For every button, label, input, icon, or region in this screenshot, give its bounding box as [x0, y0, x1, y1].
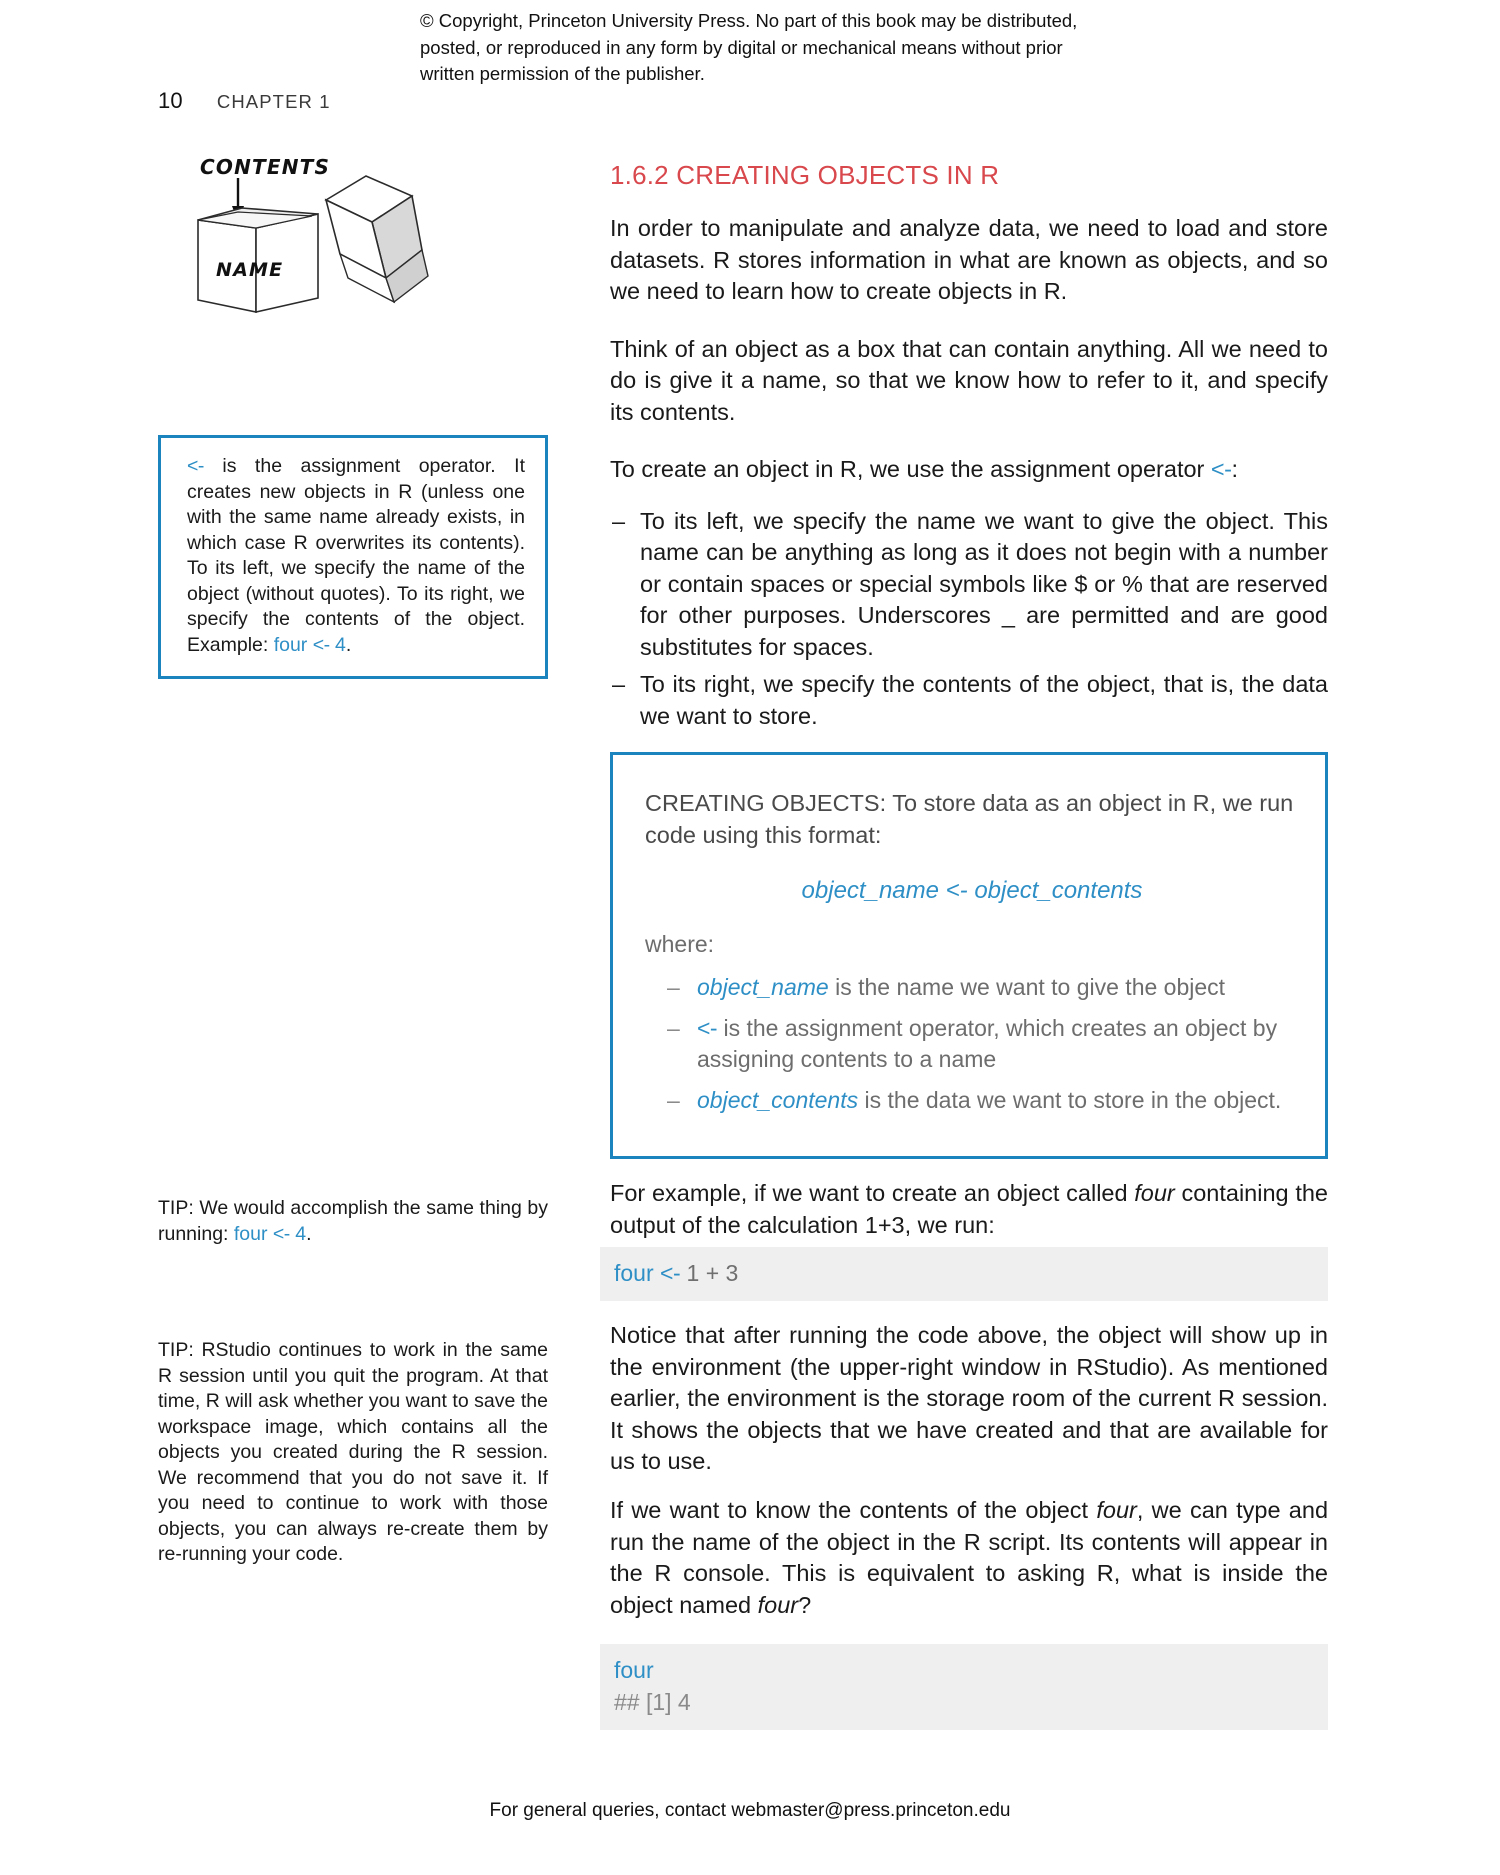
- code-operator: <-: [660, 1260, 681, 1286]
- tip-code-value: 4: [295, 1222, 307, 1245]
- callout-text-object-contents: is the data we want to store in the object.: [858, 1087, 1282, 1113]
- paragraph-if-we-want-wrap: [610, 1495, 1328, 1647]
- main-text-column: [610, 160, 1328, 758]
- page-number: 10: [158, 88, 183, 113]
- margin-note-period: .: [345, 633, 352, 656]
- code-block-print-four: [600, 1644, 1328, 1730]
- callout-code-object-contents: object_contents: [697, 1087, 859, 1113]
- margin-note-tip-same-thing: [158, 1196, 548, 1247]
- callout-where-label: where:: [645, 931, 715, 957]
- if-we-want-end: ?: [798, 1591, 812, 1618]
- callout-text-operator: is the assignment operator, which creates an object by assigning contents to a name: [697, 1015, 1278, 1072]
- callout-item-operator: [667, 1013, 1299, 1075]
- box-illustration: [190, 150, 490, 355]
- box-illustration-svg: [190, 150, 490, 355]
- tip-code-name: four: [233, 1222, 268, 1245]
- callout-text-object-name: is the name we want to give the object: [828, 974, 1226, 1000]
- code-block-assignment: [600, 1247, 1328, 1301]
- page-footer: For general queries, contact webmaster@press.princeton.edu: [489, 1800, 1011, 1821]
- code-expression: 1 + 3: [686, 1260, 739, 1286]
- paragraph-think-of: Think of an object as a box that can contain anything. All we need to do is give it a name, so that we know how to refer to it, and specify its contents.: [610, 335, 1328, 425]
- inline-code-value: 4: [335, 633, 346, 656]
- paragraph-to-create: [610, 454, 1328, 486]
- running-head: [158, 88, 331, 114]
- for-example-pre: For example, if we want to create an object called: [610, 1180, 1135, 1206]
- code-object-name: four: [614, 1260, 654, 1286]
- list-item-left-side: – To its left, we specify the name we want to give the object. This name can be anything as long as it does not begin with a number or contain spaces or special symbols like $ or % that are reserved for other purposes. Underscores _ are permitted and are good substitutes for spaces.: [610, 506, 1328, 664]
- callout-definition-list: [645, 972, 1299, 1116]
- paragraph-for-example: [610, 1178, 1328, 1241]
- margin-note-text: is the assignment operator. It creates new objects in R (unless one with the same name already exists, in which case R overwrites its contents). To its left, we specify the name of the object (without quotes). To its right, we specify the contents of the object. Example:: [187, 455, 525, 656]
- paragraph-notice-wrap: [610, 1320, 1328, 1504]
- callout-lead-text: CREATING OBJECTS: To store data as an object in R, we run code using this format:: [645, 790, 1294, 848]
- inline-code-name: four: [273, 633, 308, 656]
- figure-label-contents: CONTENTS: [200, 155, 331, 179]
- inline-operator-code: <-: [187, 455, 204, 477]
- margin-note-tip-rstudio: TIP: RStudio continues to work in the same R session until you quit the program. At that time, R will ask whether you want to save the workspace image, which contains all the objects you created during the R session. We recommend that you do not save it. If you need to continue to work with those objects, you can always re-create them by re-running your code.: [158, 1339, 548, 1565]
- paragraph-in-order: In order to manipulate and analyze data, we need to load and store datasets. R stores information in what are known as objects, and so we need to learn how to create objects in R.: [610, 215, 1328, 304]
- creating-objects-callout: [610, 752, 1328, 1159]
- code-console-output: ## [1] 4: [614, 1689, 691, 1715]
- callout-code-object-name: object_name: [697, 974, 829, 1000]
- if-we-want-object-name-1: four: [1096, 1497, 1137, 1523]
- if-we-want-pre: If we want to know the contents of the object: [610, 1497, 1097, 1523]
- callout-item-object-contents: [667, 1085, 1299, 1116]
- paragraph-inline-operator: <-: [1210, 456, 1232, 482]
- tip-text: TIP: We would accomplish the same thing by running:: [158, 1197, 548, 1245]
- for-example-object-name: four: [1134, 1180, 1175, 1206]
- tip-code-operator: <-: [272, 1222, 290, 1245]
- paragraph-to-create-post: :: [1231, 456, 1238, 482]
- margin-note-assignment-operator: [158, 435, 548, 679]
- callout-code-operator: <-: [697, 1015, 718, 1041]
- paragraph-if-we-want: [610, 1495, 1328, 1621]
- for-example-mid: containing the output of the calculation 1+3, we run:: [610, 1180, 1328, 1238]
- inline-code-operator: <-: [312, 633, 330, 656]
- paragraph-notice: Notice that after running the code above, the object will show up in the environment (the upper-right window in RStudio). As mentioned earlier, the environment is the storage room of the current R session. It shows the objects that we have created and that are available for us to use.: [610, 1322, 1328, 1474]
- list-item-right-side: – To its right, we specify the contents of the object, that is, the data we want to store.: [610, 669, 1328, 732]
- object-rules-list: [610, 506, 1328, 733]
- callout-item-object-name: [667, 972, 1299, 1003]
- callout-formula: object_name <- object_contents: [801, 877, 1143, 904]
- figure-label-name: NAME: [216, 259, 284, 281]
- code-print-object-name: four: [614, 1657, 654, 1683]
- chapter-label: CHAPTER 1: [216, 91, 331, 112]
- paragraph-to-create-pre: To create an object in R, we use the assignment operator: [610, 456, 1211, 482]
- copyright-notice: © Copyright, Princeton University Press. No part of this book may be distributed, posted, or reproduced in any form by digital or mechanical means without prior written permission of the publisher.: [420, 10, 1078, 84]
- if-we-want-mid: , we can type and run the name of the object in the R script. Its contents will appear in the R console. This is equivalent to asking R, what is inside the object named: [610, 1497, 1329, 1618]
- section-heading: 1.6.2 CREATING OBJECTS IN R: [610, 160, 1000, 190]
- tip-period: .: [306, 1222, 312, 1245]
- if-we-want-object-name-2: four: [757, 1591, 799, 1618]
